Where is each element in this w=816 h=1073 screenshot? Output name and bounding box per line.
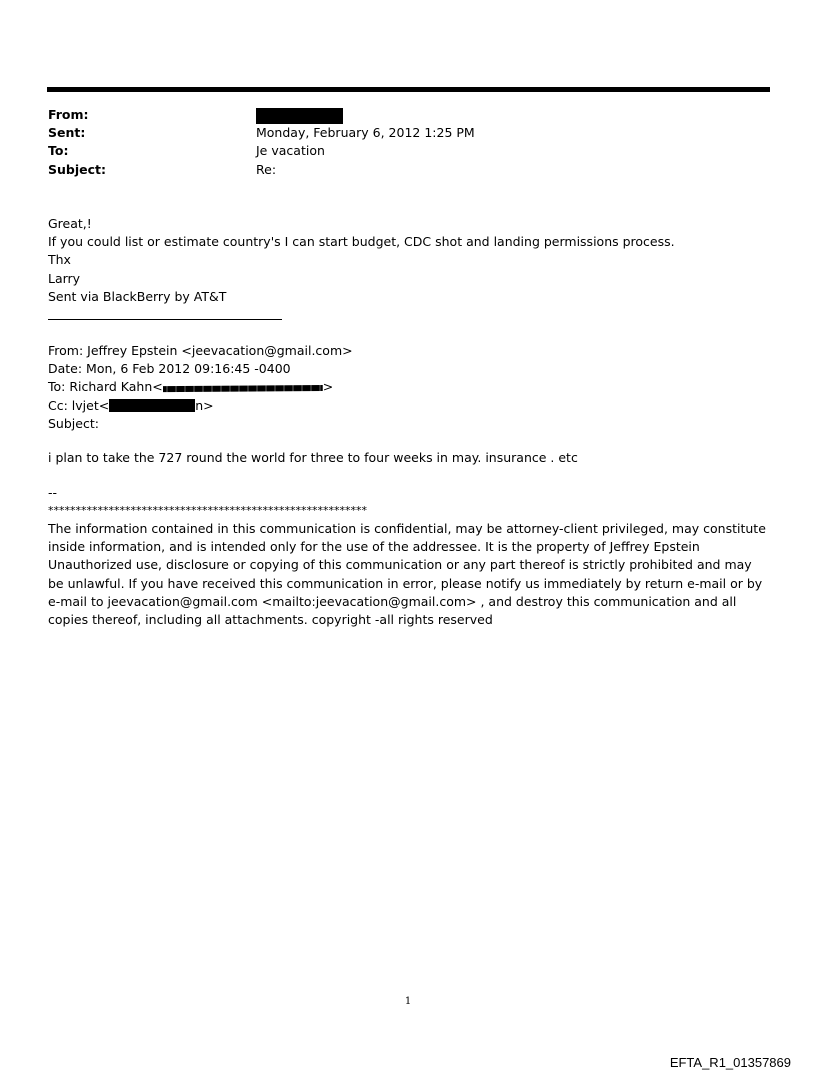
signature-block	[48, 484, 367, 520]
fwd-to-prefix: To: Richard Kahn<	[48, 379, 163, 395]
fwd-cc-prefix: Cc: lvjet<	[48, 397, 110, 413]
forwarded-header	[48, 342, 353, 433]
sent-label: Sent:	[48, 125, 86, 141]
reply-line: If you could list or estimate country's I can start budget, CDC shot and landing permissions process.	[48, 234, 675, 250]
fwd-to-suffix: >	[322, 379, 334, 395]
disclaimer-text: The information contained in this communication is confidential, may be attorney-client privileged, may constitute inside information, and is intended only for the use of the addressee. It is the property of Jeffrey Epstein Unauthorized use, disclosure or copying of this communication or any part thereof is strictly prohibited and may be unlawful. If you have received this communication in error, please notify us immediately by return e-mail or by e-mail to jeevacation@gmail.com <mailto:jeevacation@gmail.com> , and destroy this communication and all copies thereof, including all attachments. copyright -all rights reserved	[48, 521, 766, 628]
reply-line: Sent via BlackBerry by AT&T	[48, 288, 227, 304]
fwd-date: Date: Mon, 6 Feb 2012 09:16:45 -0400	[48, 361, 291, 377]
to-value: Je vacation	[256, 143, 325, 159]
document-id: EFTA_R1_01357869	[669, 1055, 791, 1070]
header-rule	[47, 87, 770, 92]
sent-value: Monday, February 6, 2012 1:25 PM	[256, 125, 475, 141]
quote-divider	[48, 319, 282, 320]
reply-line: Larry	[48, 270, 81, 286]
stars-line: **********************************************************	[48, 504, 367, 518]
page-number: 1	[404, 996, 412, 1007]
signature-dash: --	[48, 485, 58, 500]
redaction-scribble	[163, 381, 323, 393]
subject-label: Subject:	[48, 161, 106, 177]
subject-value: Re:	[256, 161, 277, 177]
redaction-box	[256, 108, 343, 124]
fwd-cc	[48, 397, 353, 415]
fwd-from: From: Jeffrey Epstein <jeevacation@gmail.com>	[48, 343, 353, 358]
from-label: From:	[48, 107, 89, 122]
reply-line: Great,!	[48, 216, 92, 231]
to-label: To:	[48, 143, 69, 159]
reply-body	[48, 215, 675, 306]
fwd-cc-suffix: n>	[195, 397, 214, 413]
from-value	[256, 106, 343, 124]
redaction-box	[109, 399, 195, 412]
fwd-to	[48, 378, 353, 396]
fwd-subject: Subject:	[48, 415, 99, 431]
message-body: i plan to take the 727 round the world for three to four weeks in may. insurance . etc	[48, 450, 578, 465]
reply-line: Thx	[48, 252, 71, 268]
